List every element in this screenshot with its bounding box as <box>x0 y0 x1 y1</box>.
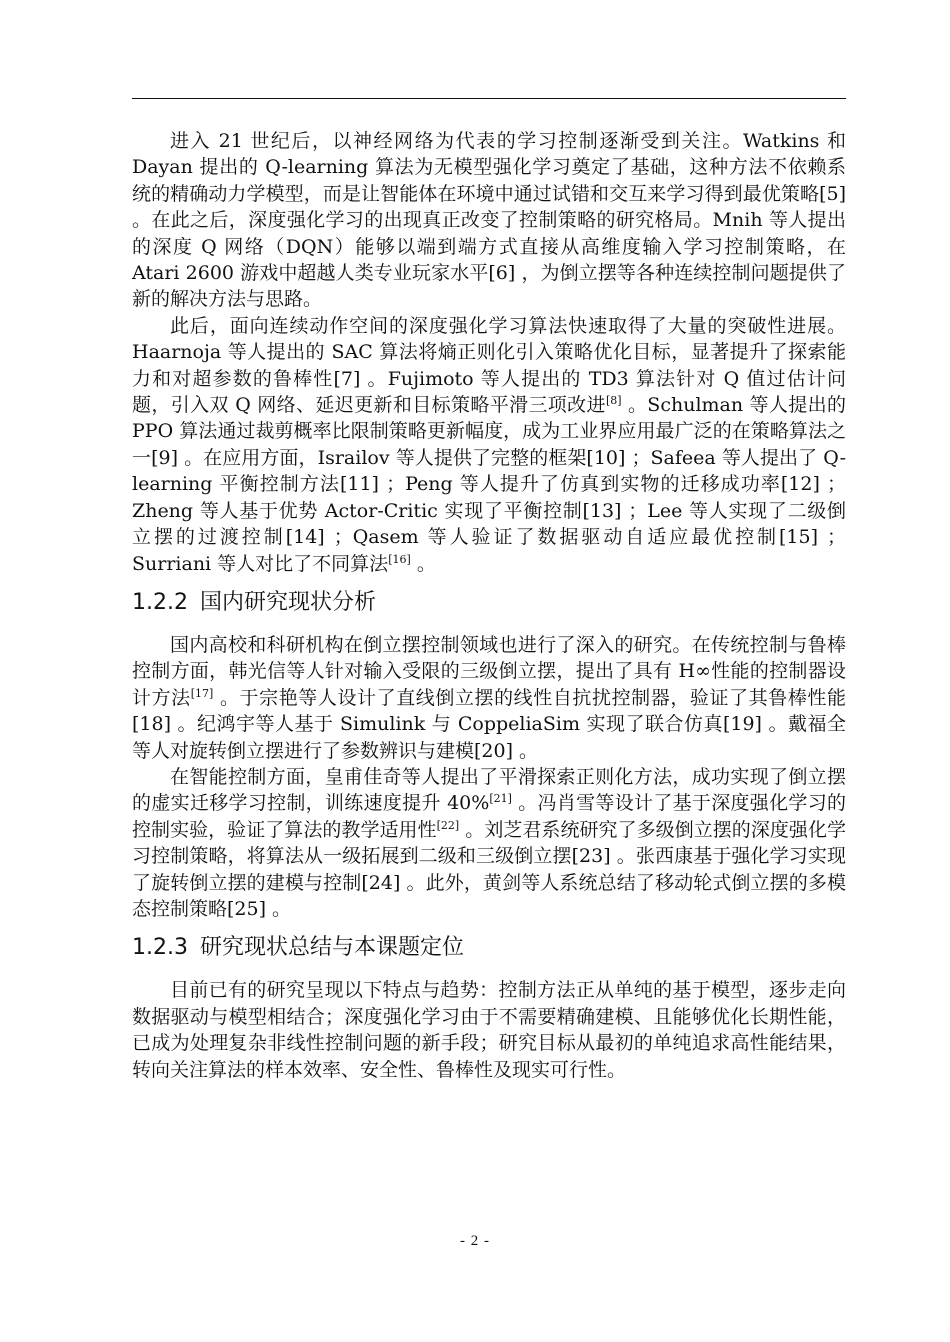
paragraph-4-text-a: 在智能控制方面，皇甫佳奇等人提出了平滑探索正则化方法，成功实现了倒立摆的虚实迁移学习控制，训练速度提升 40% <box>132 765 846 815</box>
paragraph-5 <box>132 977 846 1083</box>
paragraph-3-text-b: 。于宗艳等人设计了直线倒立摆的线性自抗扰控制器，验证了其鲁棒性能[18] 。纪鸿宇等人基于 Simulink 与 CoppeliaSim 实现了联合仿真[19] 。戴福全等人对旋转倒立摆进行了参数辨识与建模[20] 。 <box>132 686 846 762</box>
paragraph-2-text-b: 。Schulman 等人提出的 PPO 算法通过裁剪概率比限制策略更新幅度，成为工业界应用最广泛的在策略算法之一[9] 。在应用方面，Israilov 等人提供了完整的框架[10] ；Safeea 等人提出了 Q-learning 平衡控制方法[11] ；Peng 等人提升了仿真到实物的迁移成功率[12] ；Zheng 等人基于优势 Actor-Critic 实现了平衡控制[13] ；Lee 等人实现了二级倒立摆的过渡控制[14] ；Qasem 等人验证了数据驱动自适应最优控制[15] ；Surriani 等人对比了不同算法 <box>132 394 846 575</box>
section-number: 1.2.2 <box>132 589 188 615</box>
section-heading-1-2-3 <box>132 933 846 963</box>
paragraph-4 <box>132 764 846 922</box>
section-heading-1-2-2 <box>132 588 846 618</box>
citation-superscript: [8] <box>605 394 622 408</box>
paragraph-4-text-c: 。刘芝君系统研究了多级倒立摆的深度强化学习控制策略，将算法从一级拓展到二级和三级倒立摆[23] 。张西康基于强化学习实现了旋转倒立摆的建模与控制[24] 。此外，黄剑等人系统总结了移动轮式倒立摆的多模态控制策略[25] 。 <box>132 818 846 920</box>
paragraph-2-text-c: 。 <box>410 552 436 575</box>
paragraph-3 <box>132 632 846 764</box>
page-number: - 2 - <box>460 1233 490 1249</box>
paragraph-2 <box>132 313 846 577</box>
paragraph-5-text: 目前已有的研究呈现以下特点与趋势：控制方法正从单纯的基于模型，逐步走向数据驱动与模型相结合；深度强化学习由于不需要精确建模、且能够优化长期性能，已成为处理复杂非线性控制问题的新手段；研究目标从最初的单纯追求高性能结果，转向关注算法的样本效率、安全性、鲁棒性及现实可行性。 <box>132 979 846 1081</box>
paragraph-1 <box>132 128 846 313</box>
paragraph-4-text-b: 。冯肖雪等设计了基于深度强化学习的控制实验，验证了算法的教学适用性 <box>132 792 846 841</box>
paragraph-1-text: 进入 21 世纪后，以神经网络为代表的学习控制逐渐受到关注。Watkins 和 Dayan 提出的 Q-learning 算法为无模型强化学习奠定了基础，这种方法不依赖系统的精确动力学模型，而是让智能体在环境中通过试错和交互来学习得到最优策略[5] 。在此之后，深度强化学习的出现真正改变了控制策略的研究格局。Mnih 等人提出的深度 Q 网络（DQN）能够以端到端方式直接从高维度输入学习控制策略，在 Atari 2600 游戏中超越人类专业玩家水平[6] ，为倒立摆等各种连续控制问题提供了新的解决方法与思路。 <box>132 130 846 311</box>
citation-superscript: [17] <box>190 686 214 700</box>
paragraph-2-text-a: 此后，面向连续动作空间的深度强化学习算法快速取得了大量的突破性进展。Haarnoja 等人提出的 SAC 算法将熵正则化引入策略优化目标，显著提升了探索能力和对超参数的鲁棒性[7] 。Fujimoto 等人提出的 TD3 算法针对 Q 值过估计问题，引入双 Q 网络、延迟更新和目标策略平滑三项改进 <box>132 314 846 417</box>
citation-superscript: [22] <box>436 818 460 832</box>
section-title: 国内研究现状分析 <box>199 589 376 615</box>
section-number: 1.2.3 <box>132 935 188 961</box>
paragraph-3-text-a: 国内高校和科研机构在倒立摆控制领域也进行了深入的研究。在传统控制与鲁棒控制方面，韩光信等人针对输入受限的三级倒立摆，提出了具有 H∞性能的控制器设计方法 <box>132 633 846 709</box>
header-rule <box>132 98 846 99</box>
citation-superscript: [16] <box>388 552 411 566</box>
citation-superscript: [21] <box>489 792 512 806</box>
page-body <box>132 128 846 1083</box>
section-title: 研究现状总结与本课题定位 <box>199 935 464 961</box>
